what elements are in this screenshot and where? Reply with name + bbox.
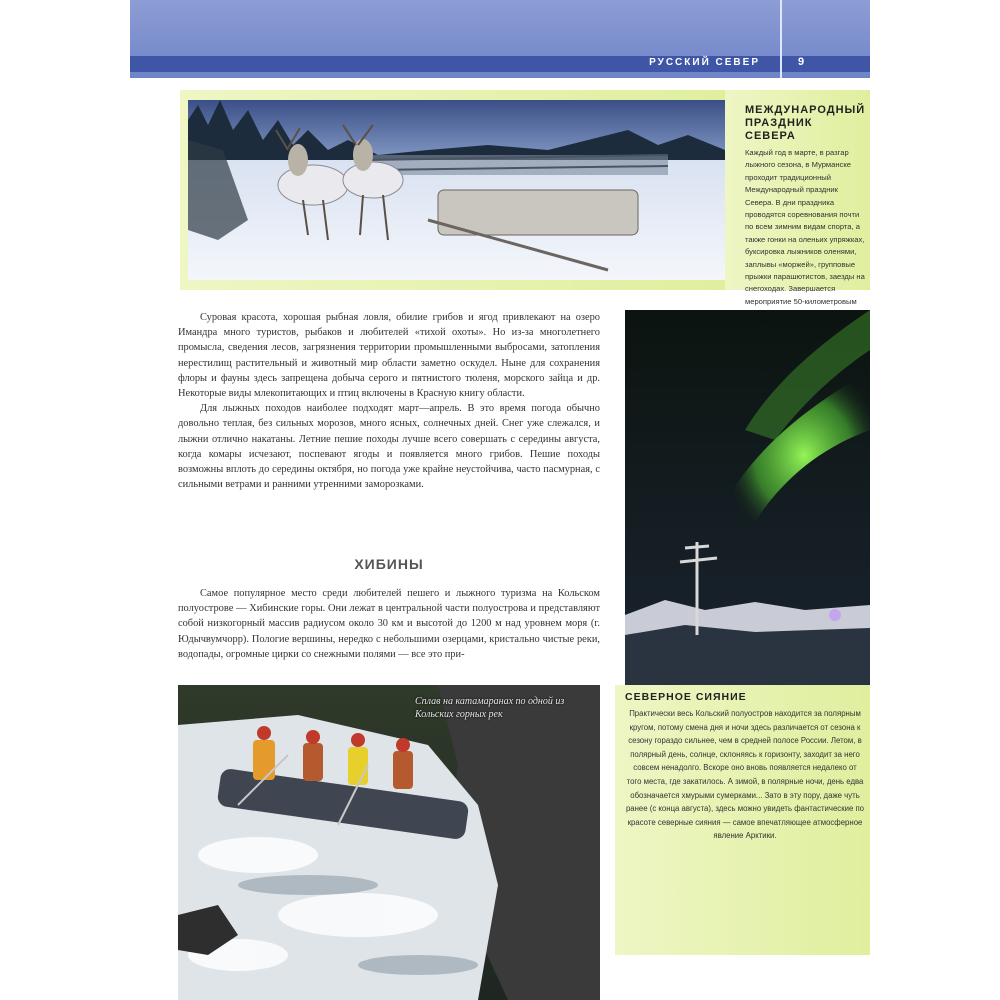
book-page	[130, 0, 870, 1000]
body-paragraph-2: Для лыжных походов наиболее подходят март—апрель. В это время погода обычно довольно теплая, без сильных морозов, много ясных, солнечных дней. Снег уже слежался, и лыжни отлично накатаны. Летние пешие походы лучше всего совершать с середины августа, когда комары исчезают, поспевают ягоды и появляется много грибов. Пешие походы возможны вплоть до середины октября, но погода уже крайне неустойчива, часто пасмурная, с сильными ветрами и ранними утренними заморозками.	[178, 403, 600, 491]
aurora-title: СЕВЕРНОЕ СИЯНИЕ	[625, 691, 747, 703]
body-paragraph-1: Суровая красота, хорошая рыбная ловля, обилие грибов и ягод привлекают на озеро Имандра много туристов, рыбаков и любителей «тихой охоты». Но из-за многолетнего промысла, сведения лесов, загрязнения территории промышленными выбросами, затопления нерестилищ растительный и животный мир области заметно оскудел. Ныне для сохранения флоры и фауны здесь запрещена добыча серого и пятнистого тюленя, морского зайца и др. Некоторые виды млекопитающих и птиц включены в Красную книгу области.	[178, 312, 600, 400]
festival-sidebar	[725, 90, 870, 306]
rafting-photo	[178, 685, 600, 1000]
rafting-photo-caption: Сплав на катамаранах по одной из Кольских горных рек	[415, 696, 565, 720]
running-head: РУССКИЙ СЕВЕР	[649, 57, 760, 68]
page-number: 9	[798, 56, 805, 68]
aurora-sidebar	[615, 685, 870, 955]
section-heading-khibiny: ХИБИНЫ	[354, 556, 424, 572]
body-paragraphs	[178, 310, 600, 492]
khibiny-text	[178, 586, 600, 662]
aurora-text: Практически весь Кольский полуостров находится за полярным кругом, потому смена дня и ночи здесь различается от сезона к сезону гораздо сильнее, чем в средней полосе России. Летом, в полярный день, солнце, склоняясь к горизонту, заходит за него совсем ненадолго. Вскоре оно вновь появляется недалеко от того места, где закатилось. А зимой, в полярные ночи, день едва обозначается хмурыми сумерками... Зато в эту пору, даже чуть ранее (с конца августа), здесь можно увидеть фантастические по красоте северные сияния — самое впечатляющее атмосферное явление Арктики.	[625, 709, 865, 841]
aurora-photo	[625, 310, 870, 685]
festival-text: Каждый год в марте, в разгар лыжного сезона, в Мурманске проходит традиционный Международный праздник Севера. В дни праздника проводятся соревнования почти по всем зимним видам спорта, а также гонки на оленьих упряжках, буксировка лыжников оленями, заплывы «моржей», групповые прыжки парашютистов, заезды на снегоходах. Завершается мероприятие 50-километровым	[745, 148, 865, 306]
festival-title-line2: ПРАЗДНИК СЕВЕРА	[745, 117, 813, 142]
reindeer-sled-photo	[188, 100, 725, 280]
header-divider	[780, 0, 782, 78]
body-paragraph-3: Самое популярное место среди любителей пешего и лыжного туризма на Кольском полуострове — Хибинские горы. Они лежат в центральной части полуострова и представляют собой низкогорный массив радиусом около 30 км и высотой до 1200 м над уровнем моря (г. Юдычвумчорр). Пологие вершины, нередко с небольшими озерцами, кристально чистые реки, водопады, огромные цирки со снежными полями — все это при-	[178, 588, 600, 660]
page-header	[130, 0, 870, 78]
festival-title-line1: МЕЖДУНАРОДНЫЙ	[745, 104, 866, 116]
